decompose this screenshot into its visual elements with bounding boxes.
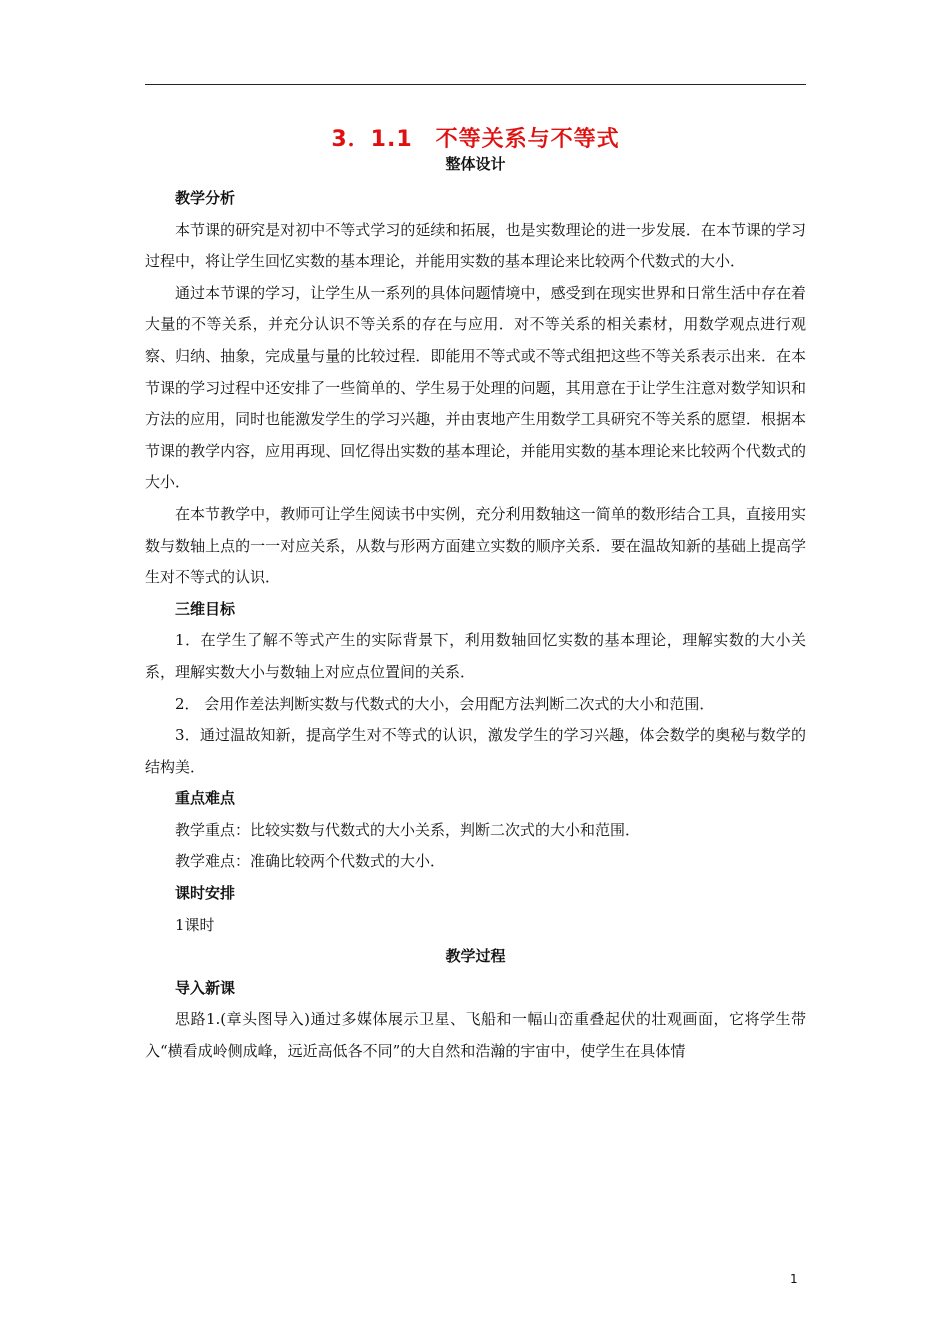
document-subtitle: 整体设计 bbox=[445, 155, 506, 173]
paragraph-analysis-2: 通过本节课的学习，让学生从一系列的具体问题情境中，感受到在现实世界和日常生活中存在着大量的不等关系，并充分认识不等关系的存在与应用．对不等关系的相关素材，用数学观点进行观察、归纳、抽象，完成量与量的比较过程．即能用不等式或不等式组把这些不等关系表示出来．在本节课的学习过程中还安排了一些简单的、学生易于处理的问题，其用意在于让学生注意对数学知识和方法的应用，同时也能激发学生的学习兴趣，并由衷地产生用数学工具研究不等关系的愿望．根据本节课的教学内容，应用再现、回忆得出实数的基本理论，并能用实数的基本理论来比较两个代数式的大小． bbox=[145, 283, 806, 492]
difficulty-text: 教学难点：准确比较两个代数式的大小． bbox=[175, 852, 446, 871]
goal-item-2: 2． 会用作差法判断实数与代数式的大小，会用配方法判断二次式的大小和范围． bbox=[175, 694, 715, 713]
paragraph-analysis-1: 本节课的研究是对初中不等式学习的延续和拓展，也是实数理论的进一步发展．在本节课的学习过程中，将让学生回忆实数的基本理论，并能用实数的基本理论来比较两个代数式的大小． bbox=[145, 220, 806, 271]
document-body bbox=[145, 183, 806, 1068]
goal-item-1: 1．在学生了解不等式产生的实际背景下，利用数轴回忆实数的基本理论，理解实数的大小关系，理解实数大小与数轴上对应点位置间的关系． bbox=[145, 631, 806, 681]
goal-item-3: 3．通过温故知新，提高学生对不等式的认识，激发学生的学习兴趣，体会数学的奥秘与数学的结构美． bbox=[145, 726, 806, 776]
paragraph-intro: 思路1.(章头图导入)通过多媒体展示卫星、飞船和一幅山峦重叠起伏的壮观画面，它将学生带入“横看成岭侧成峰，远近高低各不同”的大自然和浩瀚的宇宙中，使学生在具体情 bbox=[145, 1010, 806, 1061]
section-heading-process: 教学过程 bbox=[445, 947, 506, 966]
section-heading-key-points: 重点难点 bbox=[175, 789, 236, 808]
section-heading-goals: 三维目标 bbox=[175, 599, 236, 618]
document-title: 3．1.1 不等关系与不等式 bbox=[331, 127, 620, 152]
section-heading-intro: 导入新课 bbox=[175, 978, 236, 997]
paragraph-analysis-3: 在本节教学中，教师可让学生阅读书中实例，充分利用数轴这一简单的数形结合工具，直接用实数与数轴上点的一一对应关系，从数与形两方面建立实数的顺序关系．要在温故知新的基础上提高学生对不等式的认识． bbox=[145, 504, 806, 587]
header-rule bbox=[145, 84, 806, 85]
section-heading-schedule: 课时安排 bbox=[175, 884, 236, 903]
section-heading-analysis: 教学分析 bbox=[175, 189, 236, 207]
schedule-text: 1课时 bbox=[175, 915, 215, 934]
page-number: 1 bbox=[790, 1272, 798, 1286]
key-point-text: 教学重点：比较实数与代数式的大小关系，判断二次式的大小和范围． bbox=[175, 820, 641, 839]
